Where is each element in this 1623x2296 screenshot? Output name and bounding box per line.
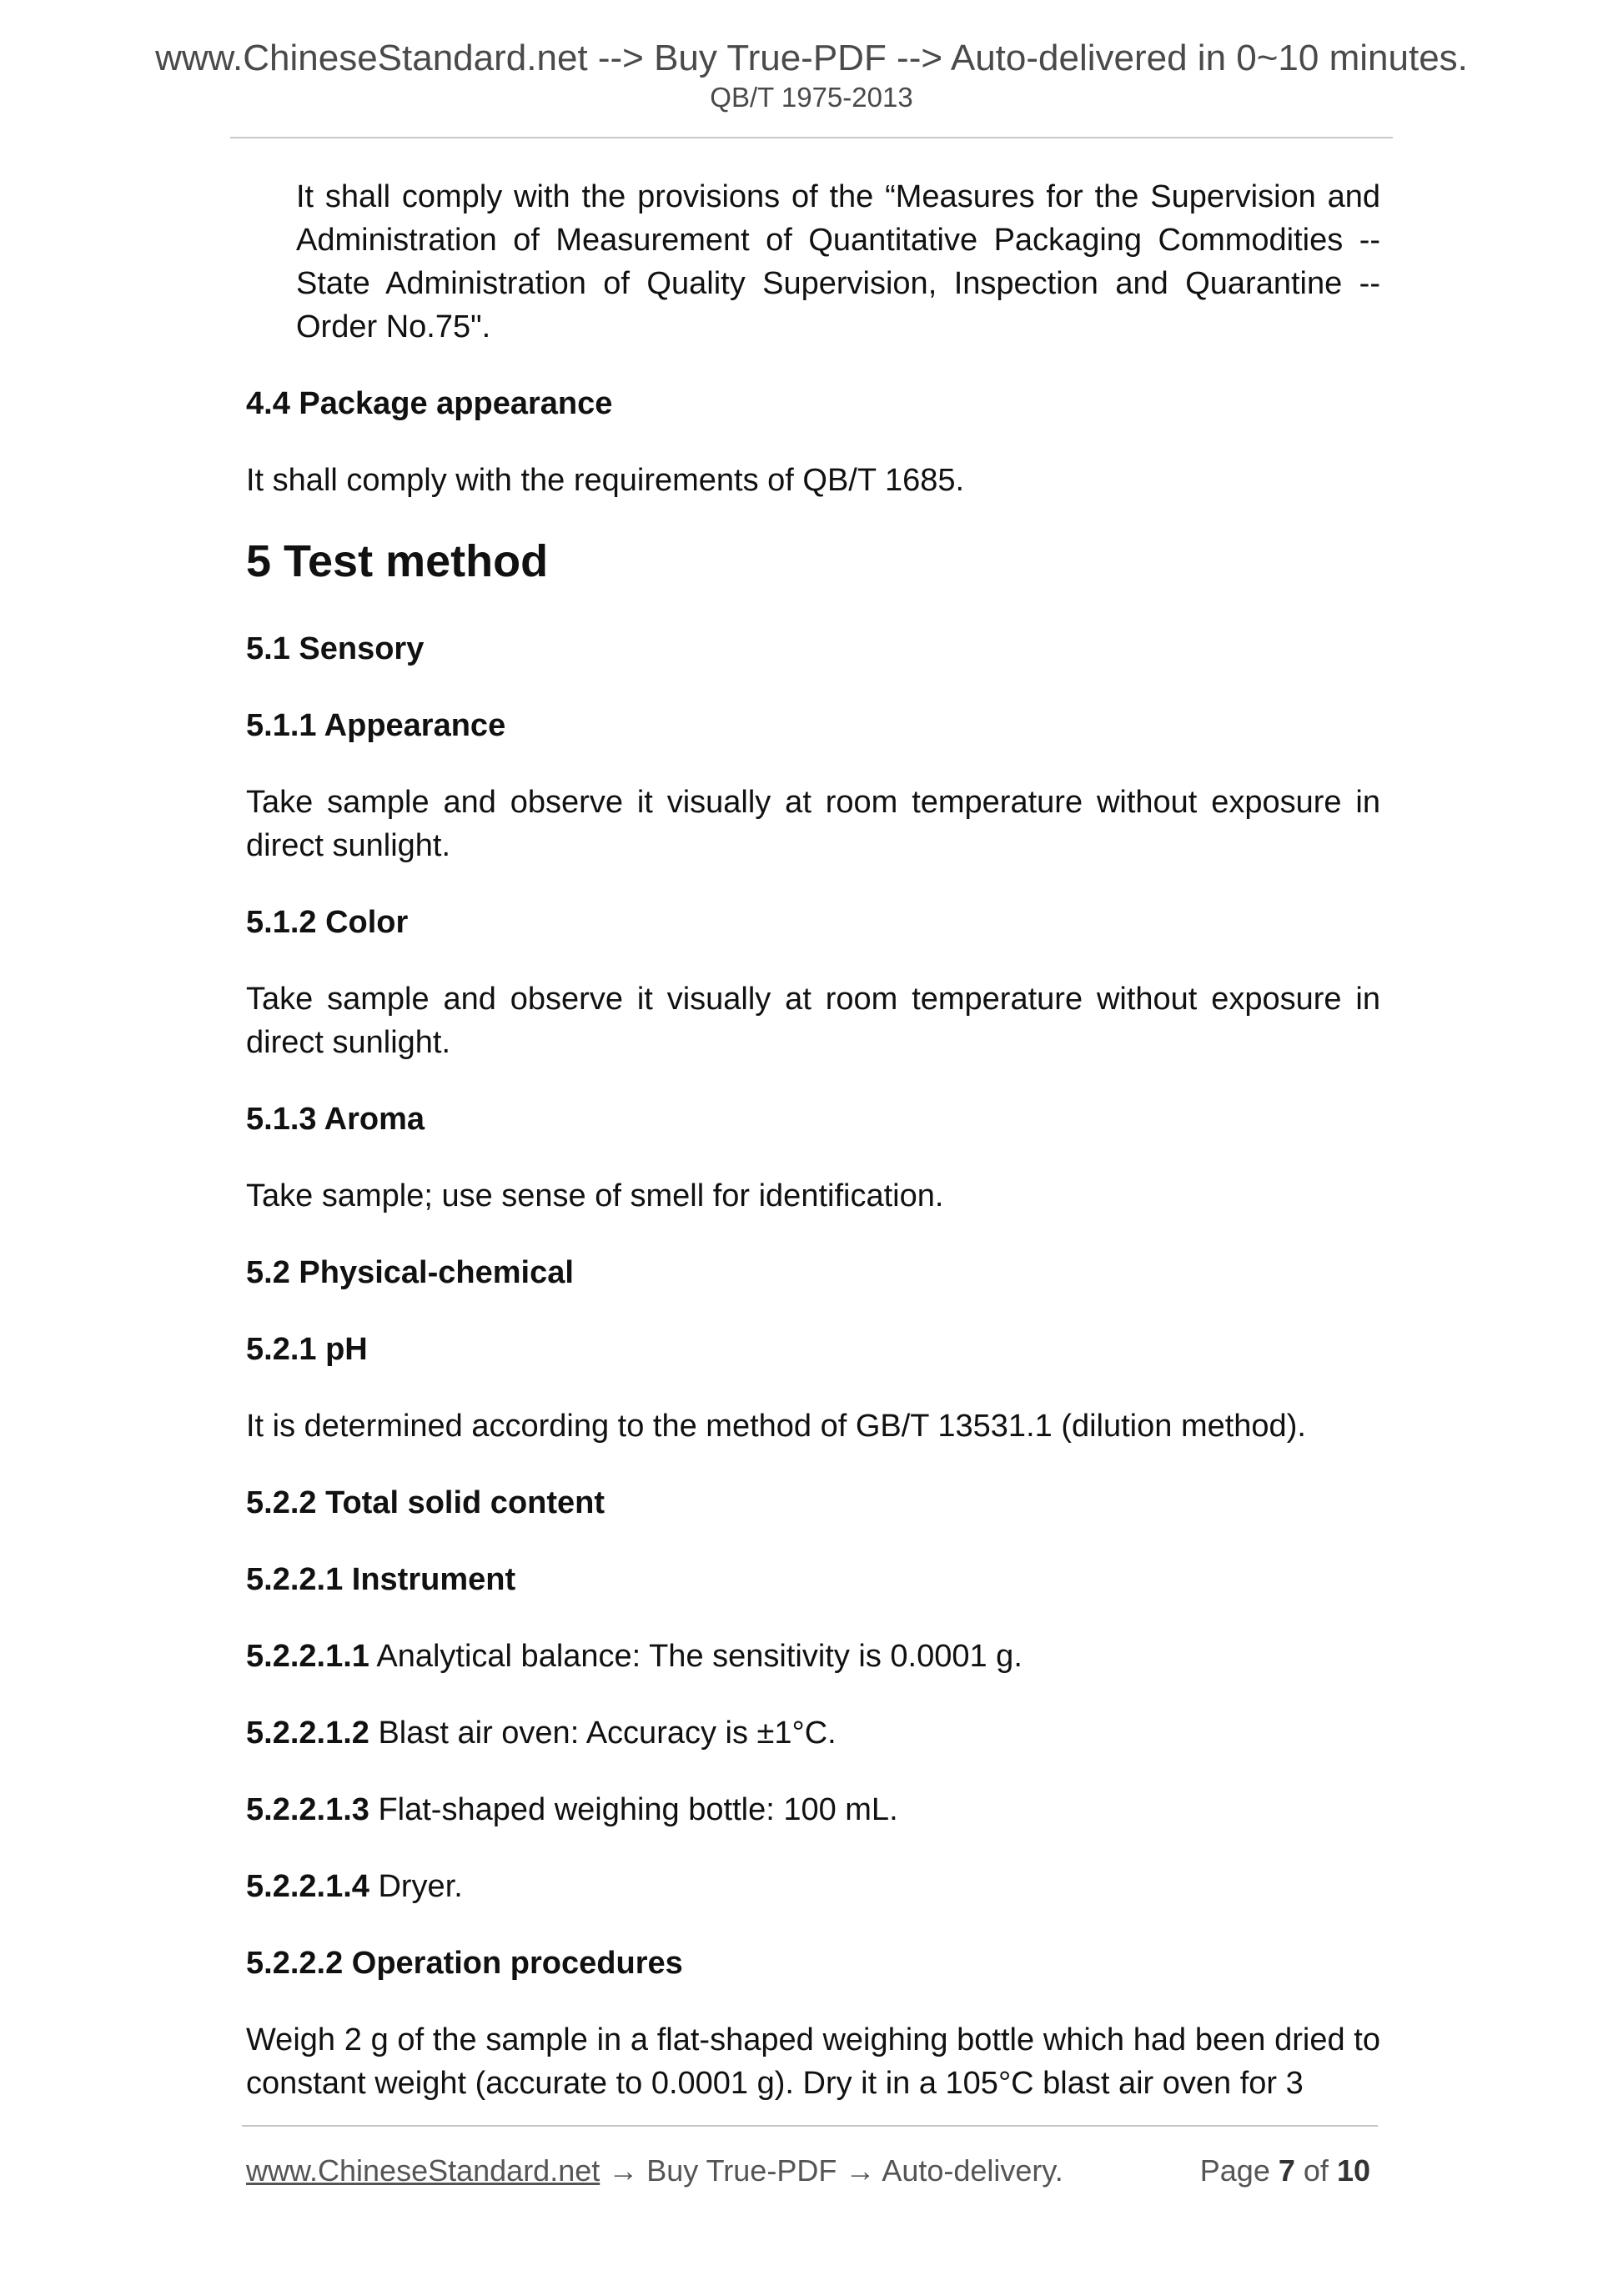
instrument-item-number: 5.2.2.1.1 <box>246 1639 369 1674</box>
heading-5-1: 5.1 Sensory <box>246 631 425 666</box>
document-number: QB/T 1975-2013 <box>710 82 913 113</box>
instrument-item <box>246 1788 1380 1831</box>
instrument-item <box>246 1711 1380 1755</box>
page-content <box>246 175 1380 2105</box>
page-footer <box>246 2152 1382 2190</box>
paragraph-5-1-2: Take sample and observe it visually at room temperature without exposure in direct sunlight. <box>246 982 1380 1060</box>
page-current: 7 <box>1278 2153 1295 2188</box>
footer-tagline: → Buy True-PDF → Auto-delivery. <box>600 2153 1063 2188</box>
heading-5-test-method: 5 Test method <box>246 536 549 586</box>
page-total: 10 <box>1336 2153 1370 2188</box>
paragraph-5-1-3: Take sample; use sense of smell for identification. <box>246 1178 944 1213</box>
heading-4-4: 4.4 Package appearance <box>246 386 613 421</box>
heading-5-1-1: 5.1.1 Appearance <box>246 708 506 743</box>
instrument-item <box>246 1635 1380 1678</box>
header-divider <box>230 137 1393 138</box>
heading-5-2-1: 5.2.1 pH <box>246 1332 368 1367</box>
instrument-item-number: 5.2.2.1.4 <box>246 1869 369 1904</box>
measures-paragraph: It shall comply with the provisions of the “Measures for the Supervision and Administration of Measurement of Quantitative Packaging Commodities -- State Administration of Quality Supervision, Inspection and Quarantine -- Order No.75". <box>296 179 1380 344</box>
heading-5-2-2-2: 5.2.2.2 Operation procedures <box>246 1946 683 1981</box>
of-label: of <box>1303 2153 1329 2188</box>
instrument-item-text: Analytical balance: The sensitivity is 0.0001 g. <box>369 1639 1023 1674</box>
heading-5-2-2: 5.2.2 Total solid content <box>246 1485 605 1520</box>
instrument-item-text: Flat-shaped weighing bottle: 100 mL. <box>369 1792 898 1827</box>
site-banner: www.ChineseStandard.net --> Buy True-PDF --> Auto-delivered in 0~10 minutes. <box>155 38 1468 78</box>
paragraph-5-2-1: It is determined according to the method of GB/T 13531.1 (dilution method). <box>246 1409 1306 1444</box>
paragraph-5-2-2-2: Weigh 2 g of the sample in a flat-shaped weighing bottle which had been dried to constant weight (accurate to 0.0001 g). Dry it in a 105°C blast air oven for 3 <box>246 2022 1380 2101</box>
footer-divider <box>242 2125 1378 2127</box>
instrument-item <box>246 1865 1380 1908</box>
heading-5-2: 5.2 Physical-chemical <box>246 1255 574 1290</box>
instrument-item-number: 5.2.2.1.2 <box>246 1716 369 1751</box>
instrument-item-number: 5.2.2.1.3 <box>246 1792 369 1827</box>
footer-site-link[interactable]: www.ChineseStandard.net <box>246 2153 600 2188</box>
page-indicator <box>1200 2152 1370 2190</box>
paragraph-4-4: It shall comply with the requirements of QB/T 1685. <box>246 463 965 498</box>
heading-5-2-2-1: 5.2.2.1 Instrument <box>246 1562 516 1597</box>
instrument-item-text: Blast air oven: Accuracy is ±1°C. <box>369 1716 837 1751</box>
heading-5-1-2: 5.1.2 Color <box>246 905 409 940</box>
paragraph-5-1-1: Take sample and observe it visually at room temperature without exposure in direct sunlight. <box>246 785 1380 863</box>
instrument-item-text: Dryer. <box>369 1869 463 1904</box>
page-label: Page <box>1199 2153 1270 2188</box>
heading-5-1-3: 5.1.3 Aroma <box>246 1102 425 1137</box>
